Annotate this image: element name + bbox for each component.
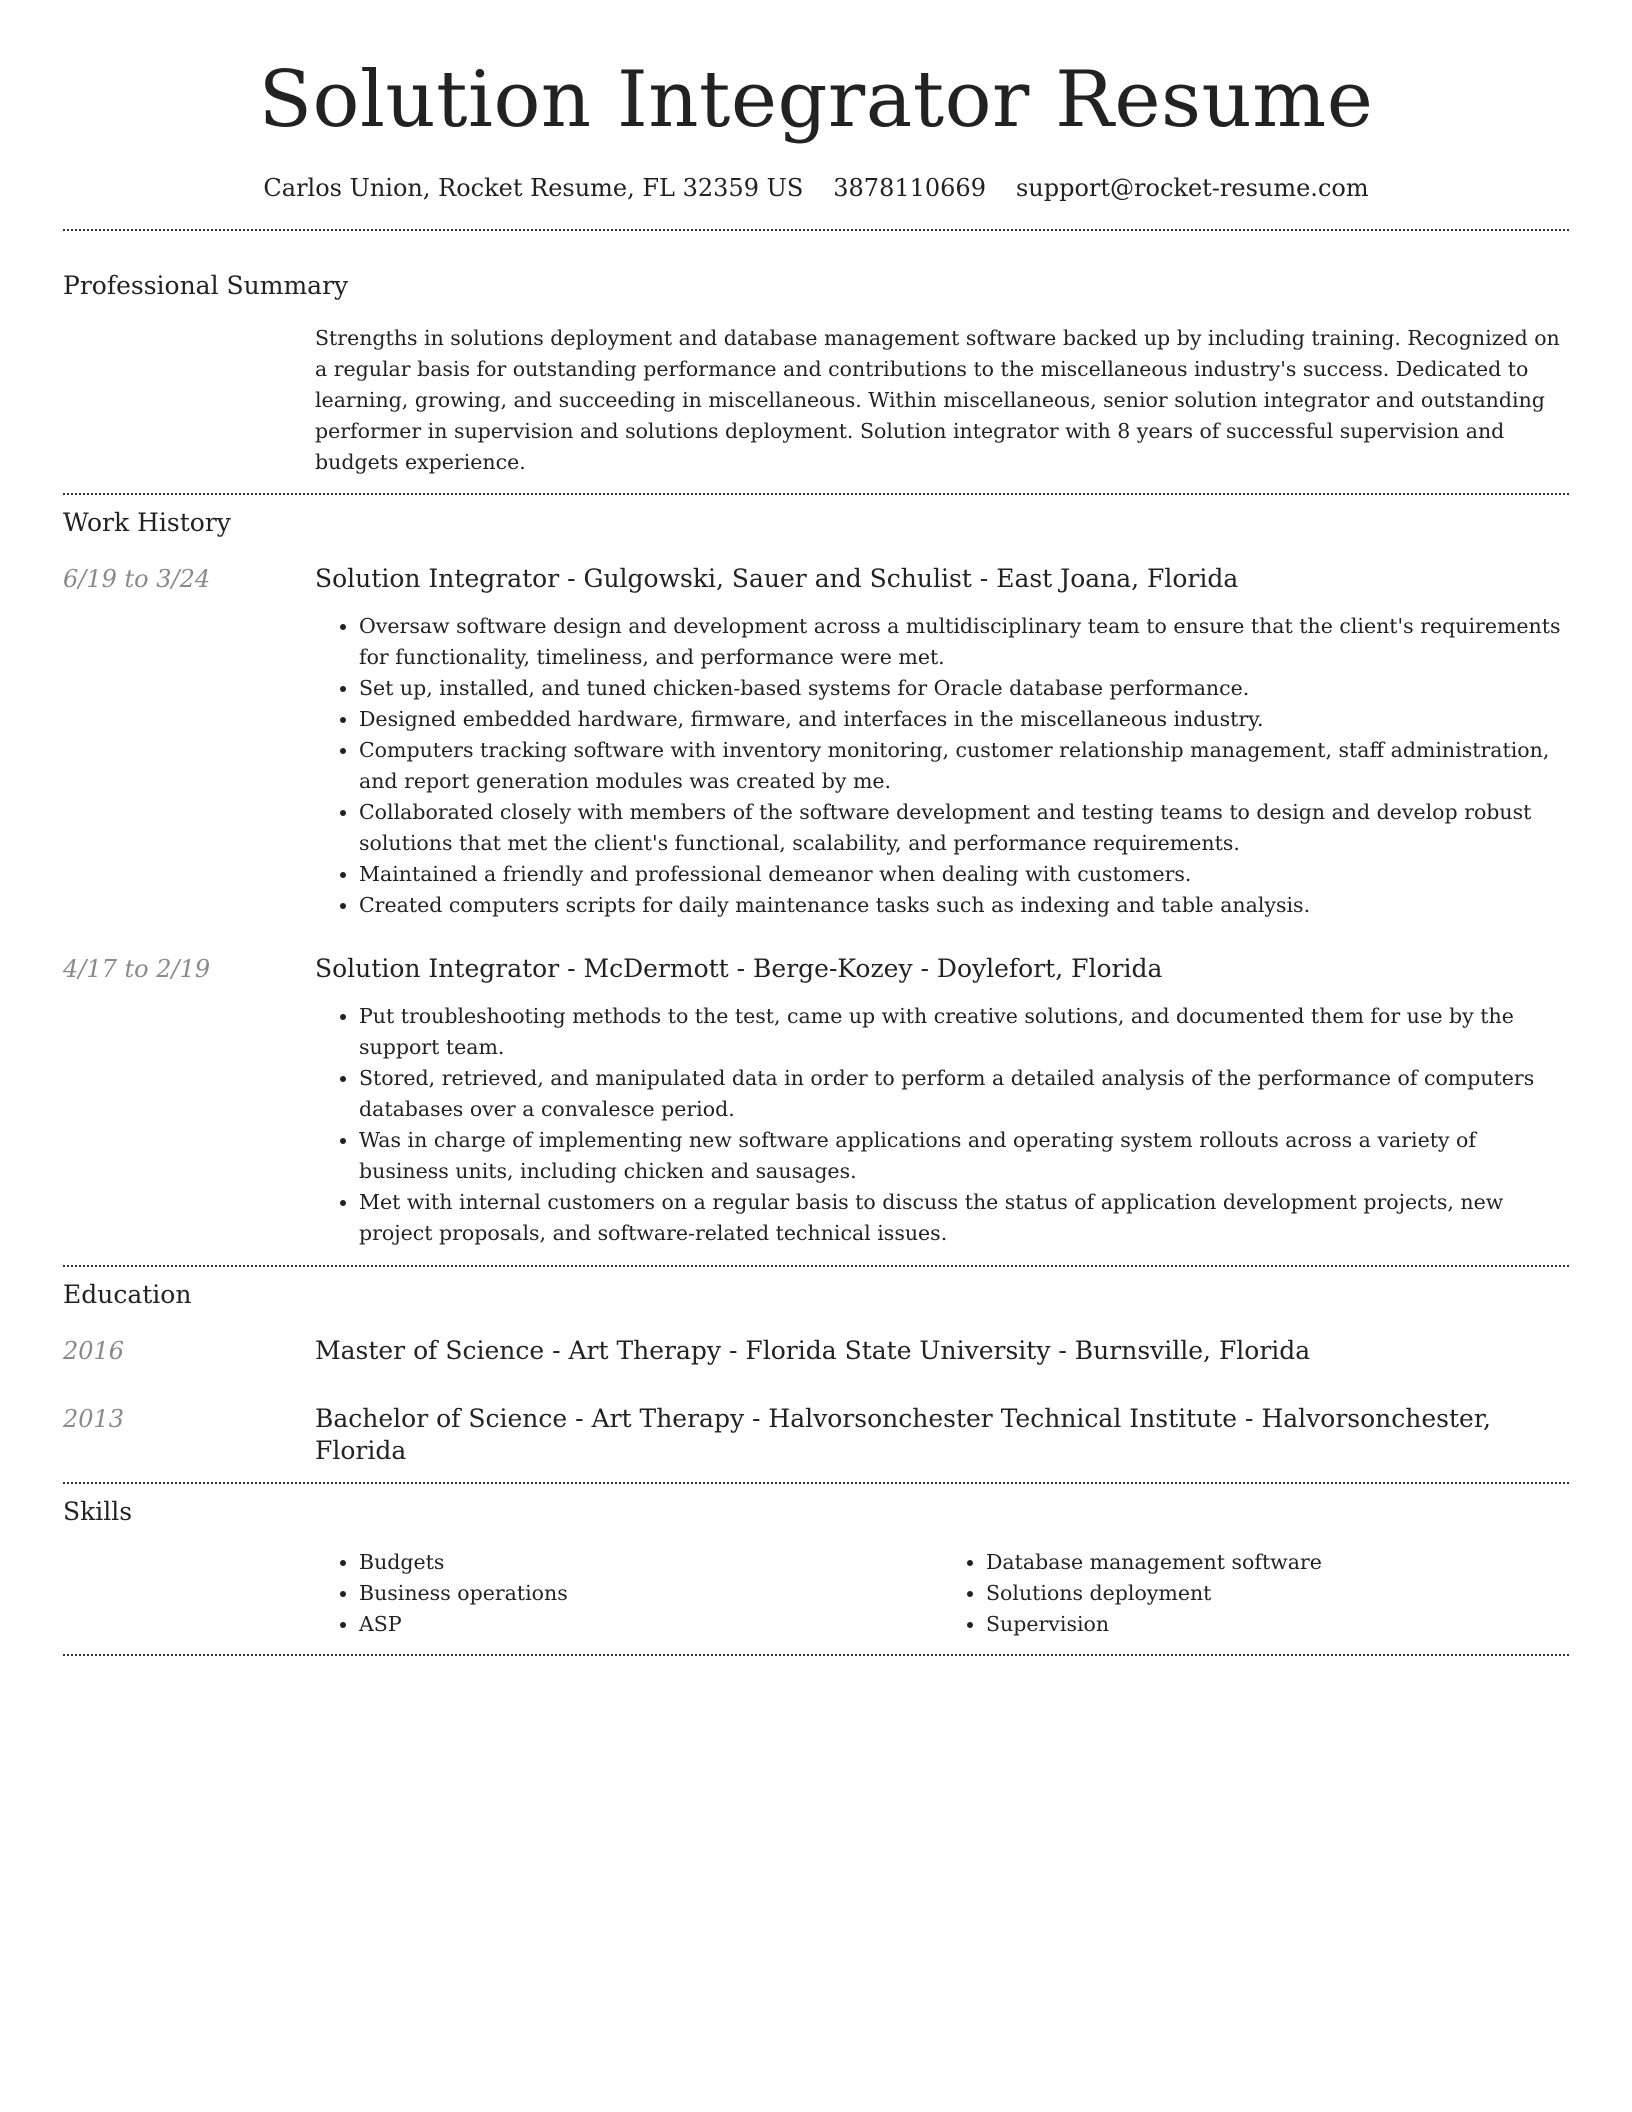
list-item: • Created computers scripts for daily maintenance tasks such as indexing and table analysis. bbox=[359, 890, 1569, 921]
list-item: • Collaborated closely with members of the software development and testing teams to design and develop robust solutions that met the client's functional, scalability, and performance requirements. bbox=[359, 797, 1569, 859]
job-bullets bbox=[315, 611, 1569, 921]
contact-email: support@rocket-resume.com bbox=[1015, 174, 1369, 202]
summary-left-spacer bbox=[63, 323, 315, 478]
list-item: • Designed embedded hardware, firmware, and interfaces in the miscellaneous industry. bbox=[359, 704, 1569, 735]
work-heading: Work History bbox=[63, 508, 231, 537]
education-title: Master of Science - Art Therapy - Florida State University - Burnsville, Florida bbox=[315, 1336, 1311, 1365]
summary-heading: Professional Summary bbox=[63, 271, 349, 300]
resume-title: Solution Integrator Resume bbox=[258, 55, 1374, 145]
list-item: • Met with internal customers on a regular basis to discuss the status of application development projects, new project proposals, and software-related technical issues. bbox=[359, 1187, 1569, 1249]
section-divider bbox=[63, 1654, 1569, 1656]
contact-phone: 3878110669 bbox=[833, 174, 986, 202]
job-dates: 6/19 to 3/24 bbox=[63, 565, 211, 593]
contact-line bbox=[63, 172, 1569, 204]
list-item: • Oversaw software design and development across a multidisciplinary team to ensure that the client's requirements for functionality, timeliness, and performance were met. bbox=[359, 611, 1569, 673]
list-item: • Put troubleshooting methods to the test, came up with creative solutions, and documented them for use by the support team. bbox=[359, 1001, 1569, 1063]
education-entry bbox=[63, 1403, 1569, 1467]
job-title: Solution Integrator - McDermott - Berge-Kozey - Doylefort, Florida bbox=[315, 954, 1163, 983]
skills-section bbox=[63, 1484, 1569, 1640]
skill-item: • ASP bbox=[359, 1609, 942, 1640]
skill-item: • Budgets bbox=[359, 1547, 942, 1578]
work-section bbox=[63, 495, 1569, 1249]
summary-section bbox=[63, 231, 1569, 478]
list-item: • Maintained a friendly and professional demeanor when dealing with customers. bbox=[359, 859, 1569, 890]
skill-item: • Solutions deployment bbox=[986, 1578, 1569, 1609]
job-title: Solution Integrator - Gulgowski, Sauer and Schulist - East Joana, Florida bbox=[315, 564, 1239, 593]
list-item: • Computers tracking software with inventory monitoring, customer relationship management, staff administration, and report generation modules was created by me. bbox=[359, 735, 1569, 797]
skills-heading: Skills bbox=[63, 1497, 133, 1526]
list-item: • Set up, installed, and tuned chicken-based systems for Oracle database performance. bbox=[359, 673, 1569, 704]
education-year: 2013 bbox=[63, 1405, 125, 1433]
skills-grid bbox=[315, 1547, 1569, 1640]
education-heading: Education bbox=[63, 1280, 192, 1309]
job-entry bbox=[63, 563, 1569, 921]
education-title: Bachelor of Science - Art Therapy - Halvorsonchester Technical Institute - Halvorsonchester, Florida bbox=[315, 1404, 1491, 1465]
job-entry bbox=[63, 953, 1569, 1249]
skill-item: • Business operations bbox=[359, 1578, 942, 1609]
skills-left-spacer bbox=[63, 1547, 315, 1640]
skills-list-left bbox=[315, 1547, 942, 1640]
summary-text: Strengths in solutions deployment and database management software backed up by including training. Recognized on a regular basis for outstanding performance and contributions to the miscellaneous industry's success. Dedicated to learning, growing, and succeeding in miscellaneous. Within miscellaneous, senior solution integrator and outstanding performer in supervision and solutions deployment. Solution integrator with 8 years of successful supervision and budgets experience. bbox=[315, 326, 1560, 474]
skill-item: • Supervision bbox=[986, 1609, 1569, 1640]
job-dates: 4/17 to 2/19 bbox=[63, 955, 211, 983]
education-entry bbox=[63, 1335, 1569, 1367]
education-section bbox=[63, 1267, 1569, 1467]
list-item: • Was in charge of implementing new software applications and operating system rollouts across a variety of business units, including chicken and sausages. bbox=[359, 1125, 1569, 1187]
skills-list-right bbox=[942, 1547, 1569, 1640]
list-item: • Stored, retrieved, and manipulated data in order to perform a detailed analysis of the performance of computers databases over a convalesce period. bbox=[359, 1063, 1569, 1125]
education-year: 2016 bbox=[63, 1337, 125, 1365]
contact-address: Carlos Union, Rocket Resume, FL 32359 US bbox=[263, 174, 804, 202]
job-bullets bbox=[315, 1001, 1569, 1249]
skill-item: • Database management software bbox=[986, 1547, 1569, 1578]
